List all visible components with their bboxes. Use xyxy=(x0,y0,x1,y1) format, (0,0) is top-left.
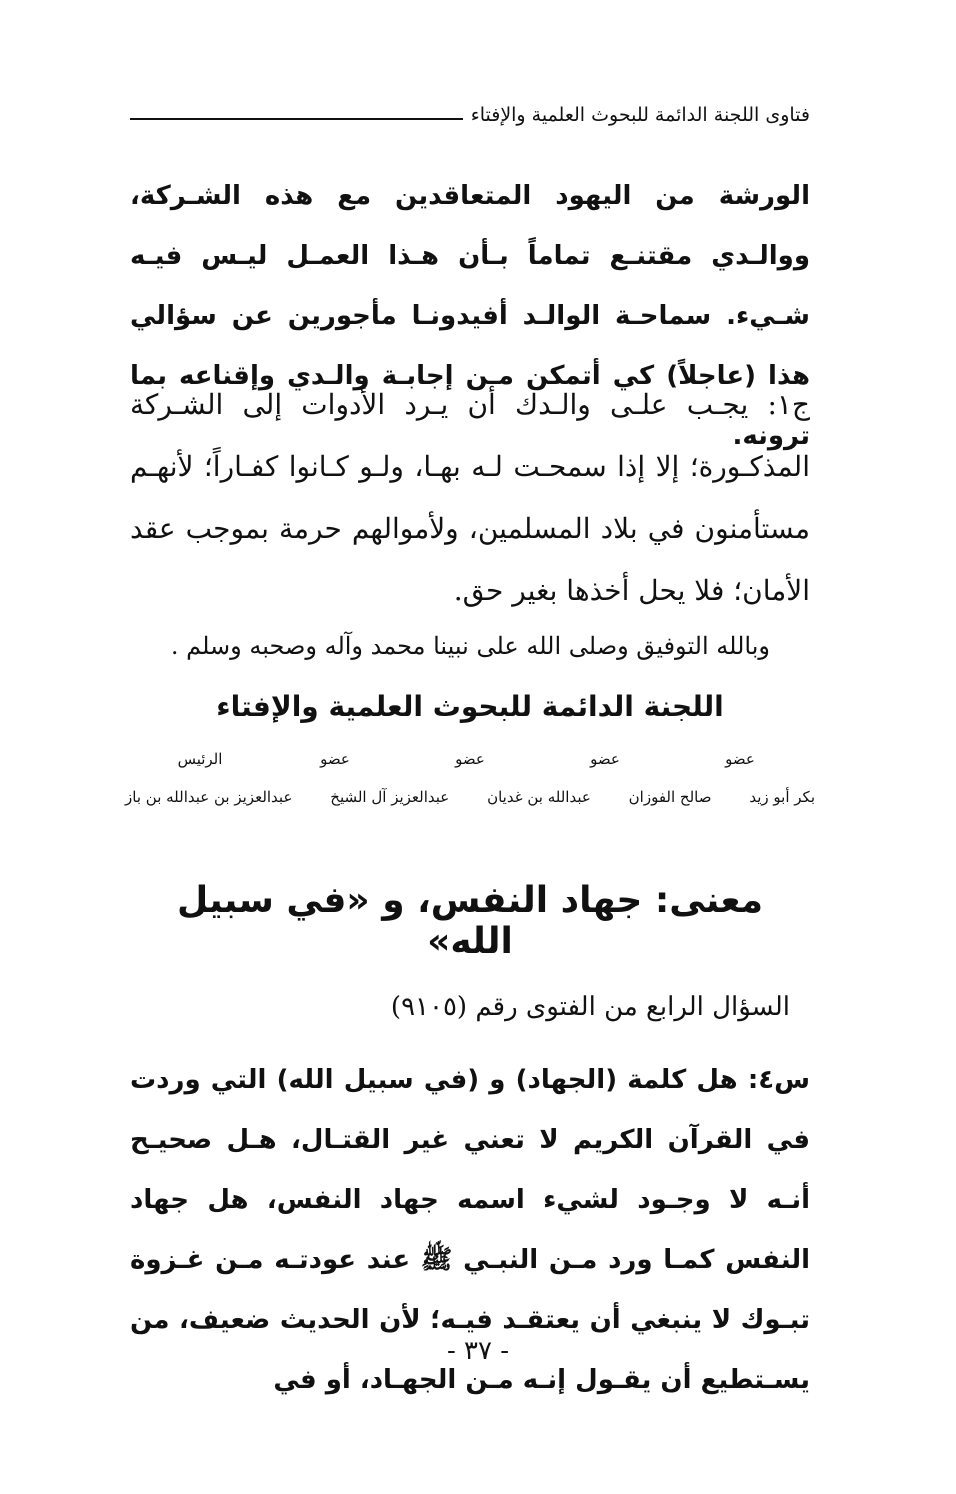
member-role: عضو xyxy=(455,750,485,768)
member-name: صالح الفوزان xyxy=(628,788,712,806)
page-number: - ٣٧ - xyxy=(446,1336,510,1366)
closing-prayer: وبالله التوفيق وصلى الله على نبينا محمد وآله وصحبه وسلم . xyxy=(170,632,770,660)
member-role: عضو xyxy=(725,750,755,768)
committee-members xyxy=(125,750,815,806)
running-header xyxy=(130,104,810,126)
member-name: عبدالعزيز بن عبدالله بن باز xyxy=(125,788,293,806)
member-name: بكر أبو زيد xyxy=(749,788,815,806)
member-names xyxy=(125,788,815,806)
member-name: عبدالله بن غديان xyxy=(487,788,591,806)
section-title: معنى: جهاد النفس، و «في سبيل الله» xyxy=(176,880,764,962)
member-role: عضو xyxy=(590,750,620,768)
header-rule xyxy=(130,118,463,120)
member-role: الرئيس xyxy=(177,750,223,768)
member-roles xyxy=(125,750,815,768)
member-role: عضو xyxy=(320,750,350,768)
answer-paragraph: ج١: يجـب علـى والـدك أن يـرد الأدوات إلى الشـركة المذكـورة؛ إلا إذا سمحـت لـه بهـا، ولـو كـانوا كفـاراً؛ لأنهـم مستأمنون في بلاد المسلمين، ولأموالهم حرمة بموجب عقد الأمان؛ فلا يحل أخذها بغير حق. xyxy=(130,388,810,607)
member-name: عبدالعزيز آل الشيخ xyxy=(330,788,450,806)
committee-title: اللجنة الدائمة للبحوث العلمية والإفتاء xyxy=(216,690,724,723)
question-intro: السؤال الرابع من الفتوى رقم (٩١٠٥) xyxy=(390,992,790,1022)
question-four: س٤: هل كلمة (الجهاد) و (في سبيل الله) التي وردت في القرآن الكريم لا تعني غير القتـال، هـل صحيـح أنـه لا وجـود لشيء اسمه جهاد النفس، هل جهاد النفس كمـا ورد مـن النبـي ﷺ عند عودتـه مـن غـزوة تبـوك لا ينبغي أن يعتقـد فيـه؛ لأن الحديث ضعيف، من يسـتطيع أن يقـول إنـه مـن الجهـاد، أو في xyxy=(130,1065,810,1395)
header-title: فتاوى اللجنة الدائمة للبحوث العلمية والإفتاء xyxy=(470,104,810,126)
question-continuation: الورشة من اليهود المتعاقدين مع هذه الشـركة، ووالـدي مقتنـع تماماً بـأن هـذا العمـل ليـس فيـه شـيء. سماحـة الوالـد أفيدونـا مأجورين عن سؤالي هذا (عاجلاً) كي أتمكن مـن إجابـة والـدي وإقناعه بما ترونه. xyxy=(130,181,810,451)
